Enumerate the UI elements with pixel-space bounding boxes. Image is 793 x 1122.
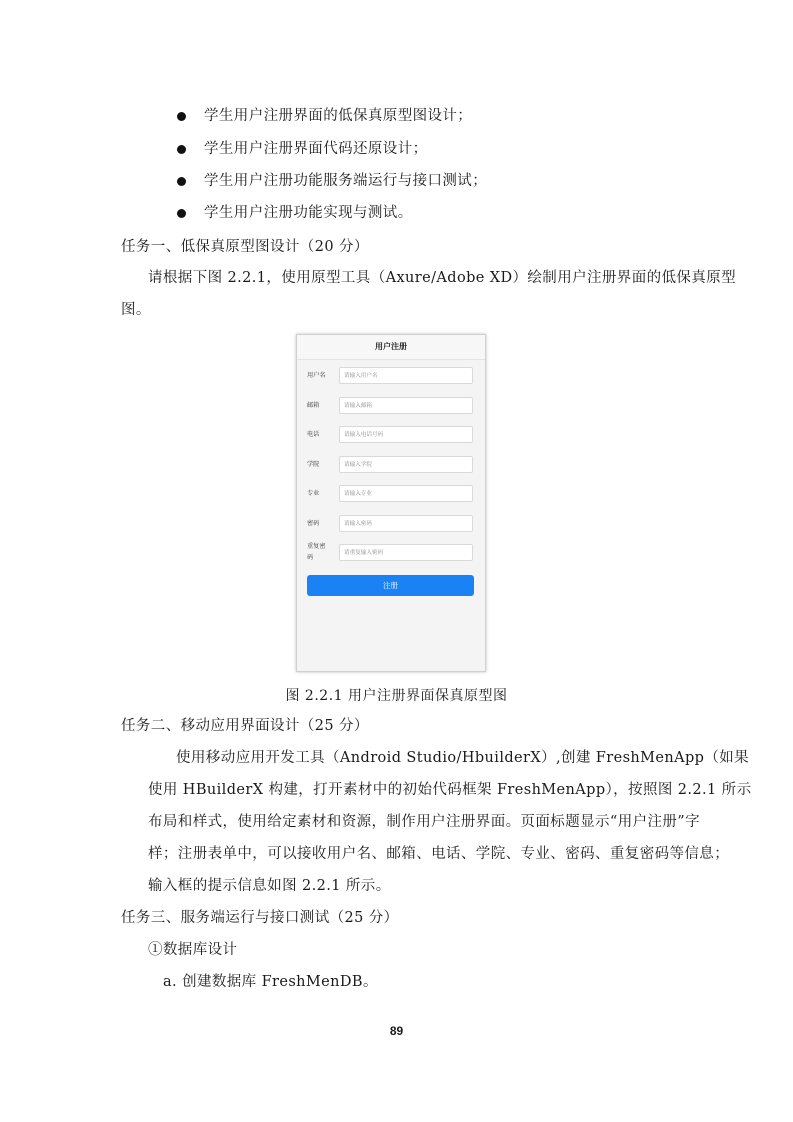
repeat-password-input[interactable]: 请重复输入密码 bbox=[339, 544, 473, 561]
email-input[interactable]: 请输入邮箱 bbox=[339, 397, 473, 414]
bullet-item: 学生用户注册界面的低保真原型图设计； bbox=[204, 108, 473, 124]
field-label-college: 学院 bbox=[307, 461, 320, 468]
major-input[interactable]: 请输入专业 bbox=[339, 485, 473, 502]
bullet-item: 学生用户注册功能服务端运行与接口测试； bbox=[204, 173, 488, 189]
task2-heading: 任务二、移动应用界面设计（25 分） bbox=[121, 718, 369, 734]
field-label-phone: 电话 bbox=[307, 431, 320, 438]
bullet-dot-icon bbox=[177, 209, 186, 218]
phone-input[interactable]: 请输入电话号码 bbox=[339, 426, 473, 443]
field-label-repeat-password-wrap: 码 bbox=[307, 554, 314, 561]
task1-heading: 任务一、低保真原型图设计（20 分） bbox=[121, 239, 369, 255]
task3-subheading: ①数据库设计 bbox=[148, 942, 238, 958]
bullet-dot-icon bbox=[177, 112, 186, 121]
password-input[interactable]: 请输入密码 bbox=[339, 515, 473, 532]
figure-caption: 图 2.2.1 用户注册界面保真原型图 bbox=[285, 688, 508, 704]
task2-paragraph-line: 布局和样式，使用给定素材和资源，制作用户注册界面。页面标题显示“用户注册”字 bbox=[148, 814, 701, 830]
task2-paragraph-line: 使用移动应用开发工具（Android Studio/HbuilderX）,创建 FreshMenApp（如果 bbox=[176, 750, 750, 766]
field-label-email: 邮箱 bbox=[307, 402, 320, 409]
task2-paragraph-line: 使用 HBuilderX 构建，打开素材中的初始代码框架 FreshMenApp），按照图 2.2.1 所示 bbox=[148, 782, 752, 798]
username-input[interactable]: 请输入用户名 bbox=[339, 367, 473, 384]
task2-paragraph-line: 输入框的提示信息如图 2.2.1 所示。 bbox=[148, 878, 391, 894]
register-button[interactable]: 注册 bbox=[307, 575, 474, 596]
task3-heading: 任务三、服务端运行与接口测试（25 分） bbox=[121, 910, 399, 926]
registration-mockup bbox=[296, 334, 486, 672]
mockup-title: 用户注册 bbox=[297, 335, 485, 360]
bullet-dot-icon bbox=[177, 145, 186, 154]
bullet-item: 学生用户注册功能实现与测试。 bbox=[204, 205, 413, 221]
page-number: 89 bbox=[389, 1024, 404, 1038]
task1-paragraph-line: 图。 bbox=[121, 302, 151, 318]
bullet-item: 学生用户注册界面代码还原设计； bbox=[204, 141, 428, 157]
field-label-password: 密码 bbox=[307, 520, 320, 527]
field-label-username: 用户名 bbox=[307, 372, 326, 379]
field-label-major: 专业 bbox=[307, 490, 320, 497]
college-input[interactable]: 请输入学院 bbox=[339, 456, 473, 473]
field-label-repeat-password: 重复密 bbox=[307, 543, 326, 550]
bullet-dot-icon bbox=[177, 177, 186, 186]
task2-paragraph-line: 样；注册表单中，可以接收用户名、邮箱、电话、学院、专业、密码、重复密码等信息； bbox=[148, 846, 730, 862]
task1-paragraph-line: 请根据下图 2.2.1，使用原型工具（Axure/Adobe XD）绘制用户注册界面的低保真原型 bbox=[148, 270, 736, 286]
task3-subitem: a. 创建数据库 FreshMenDB。 bbox=[163, 974, 378, 990]
